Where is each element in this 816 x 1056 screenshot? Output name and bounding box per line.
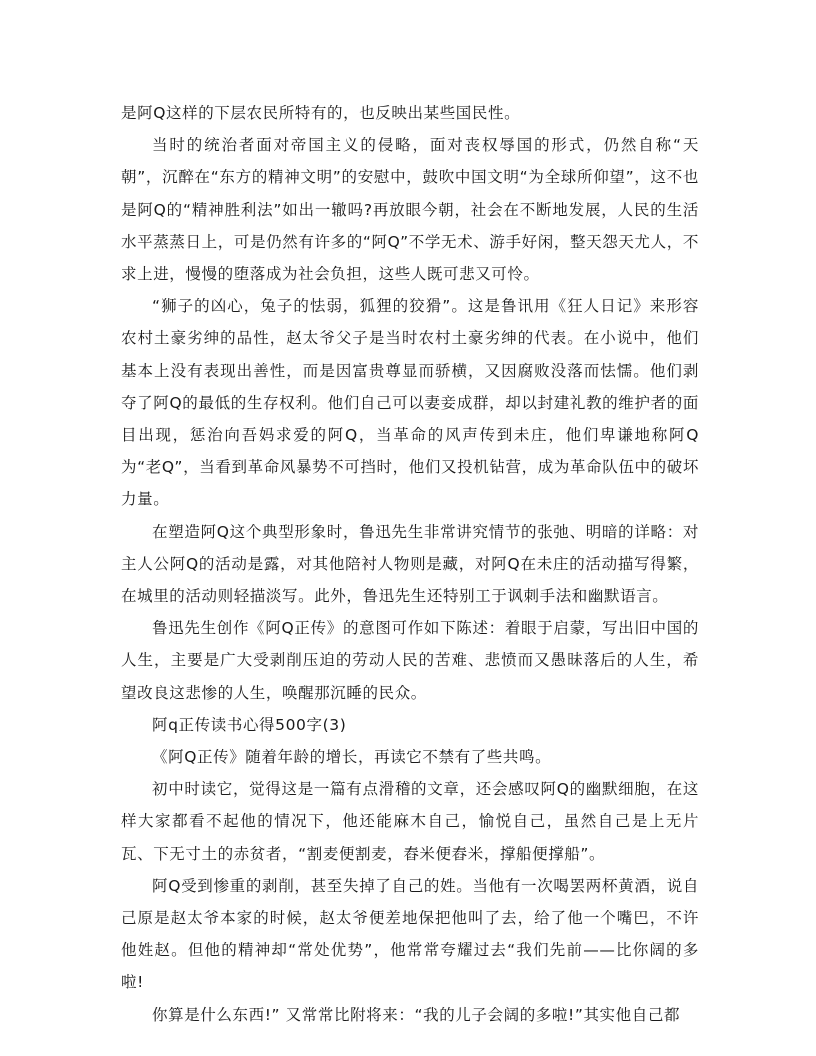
paragraph-8: 阿Q受到惨重的剥削，甚至失掉了自己的姓。当他有一次喝罢两杯黄酒，说自己原是赵太爷本家的时候，赵太爷便差地保把他叫了去，给了他一个嘴巴，不许他姓赵。但他的精神却“常处优势”，他常常夸耀过去“我们先前——比你阔的多啦! — [121, 876, 699, 992]
paragraph-6: 《阿Q正传》随着年龄的增长，再读它不禁有了些共鸣。 — [152, 748, 552, 767]
paragraph-4: 在塑造阿Q这个典型形象时，鲁迅先生非常讲究情节的张弛、明暗的详略：对主人公阿Q的活动是露，对其他陪衬人物则是藏，对阿Q在未庄的活动描写得繁，在城里的活动则轻描淡写。此外，鲁迅先生还特别工于讽刺手法和幽默语言。 — [121, 522, 699, 606]
paragraph-9: 你算是什么东西!” 又常常比附将来：“我的儿子会阔的多啦!”其实他自己都 — [152, 1005, 681, 1024]
paragraph-1: 是阿Q这样的下层农民所特有的，也反映出某些国民性。 — [121, 104, 521, 122]
paragraph-3: “狮子的凶心，兔子的怯弱，狐狸的狡猾”。这是鲁讯用《狂人日记》来形容农村土豪劣绅的品性，赵太爷父子是当时农村土豪劣绅的代表。在小说中，他们基本上没有表现出善性，而是因富贵尊显而骄横，又因腐败没落而怯懦。他们剥夺了阿Q的最低的生存权利。他们自己可以妻妾成群，却以封建礼教的维护者的面目出现，惩治向吾妈求爱的阿Q，当革命的风声传到未庄，他们卑谦地称阿Q为“老Q”，当看到革命风暴势不可挡时，他们又投机钻营，成为革命队伍中的破坏力量。 — [121, 297, 699, 509]
paragraph-7: 初中时读它，觉得这是一篇有点滑稽的文章，还会感叹阿Q的幽默细胞，在这样大家都看不起他的情况下，他还能麻木自己，愉悦自己，虽然自己是上无片瓦、下无寸土的赤贫者，“割麦便割麦，舂米便舂米，撑船便撑船”。 — [121, 780, 699, 863]
section-heading: 阿q正传读书心得500字(3) — [152, 715, 347, 734]
paragraph-2: 当时的统治者面对帝国主义的侵略，面对丧权辱国的形式，仍然自称“天朝”，沉醉在“东方的精神文明”的安慰中，鼓吹中国文明“为全球所仰望”，这不也是阿Q的“精神胜利法”如出一辙吗?再放眼今朝，社会在不断地发展，人民的生活水平蒸蒸日上，可是仍然有许多的“阿Q”不学无术、游手好闲，整天怨天尤人，不求上进，慢慢的堕落成为社会负担，这些人既可悲又可怜。 — [121, 136, 699, 284]
document-body — [121, 97, 699, 1031]
paragraph-5: 鲁迅先生创作《阿Q正传》的意图可作如下陈述：着眼于启蒙，写出旧中国的人生，主要是广大受剥削压迫的劳动人民的苦难、悲愤而又愚昧落后的人生，希望改良这悲惨的人生，唤醒那沉睡的民众。 — [121, 619, 699, 702]
